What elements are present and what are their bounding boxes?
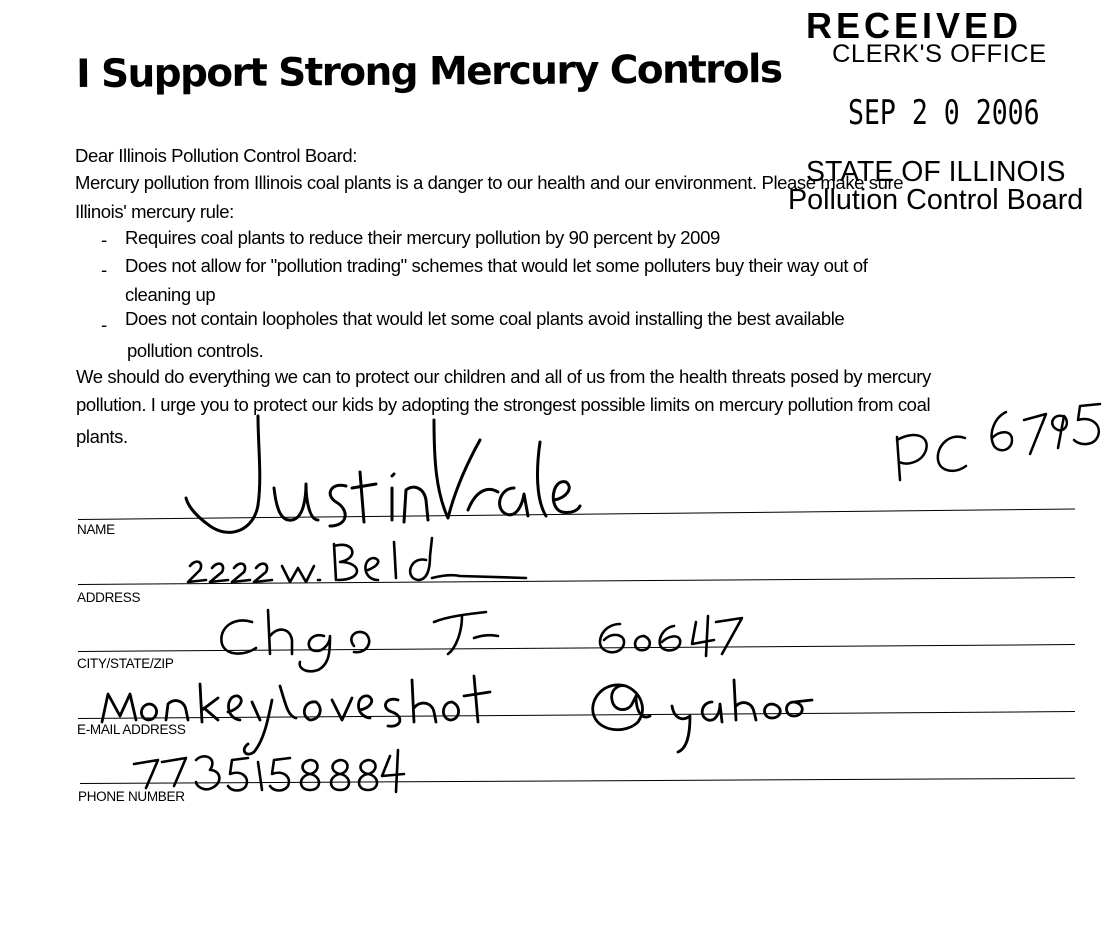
address-label: ADDRESS <box>77 590 141 605</box>
closing-line-1: We should do everything we can to protect our children and all of us from the health threats posed by mercury <box>76 366 931 387</box>
handwritten-phone <box>134 750 404 792</box>
bullet-dash-1: - <box>101 229 108 250</box>
closing-line-3: plants. <box>76 426 128 447</box>
bullet-2-line-1: Does not allow for "pollution trading" schemes that would let some polluters buy their way out of <box>125 255 868 276</box>
name-line <box>78 509 1075 520</box>
intro-line-1: Mercury pollution from Illinois coal plants is a danger to our health and our environment. Please make sure <box>75 172 904 193</box>
bullet-3-line-2: pollution controls. <box>127 340 264 361</box>
closing-line-2: pollution. I urge you to protect our kids by adopting the strongest possible limits on mercury pollution from coal <box>76 394 931 415</box>
stamp-state: STATE OF ILLINOIS <box>806 156 1066 188</box>
phone-line <box>80 778 1075 784</box>
handwritten-document-number <box>897 404 1100 480</box>
bullet-2-line-2: cleaning up <box>125 284 216 305</box>
city-state-zip-label: CITY/STATE/ZIP <box>77 656 174 671</box>
salutation: Dear Illinois Pollution Control Board: <box>75 145 357 166</box>
handwritten-address <box>188 538 526 582</box>
stamp-received: RECEIVED <box>806 5 1023 46</box>
intro-line-2: Illinois' mercury rule: <box>75 201 234 222</box>
email-line <box>78 711 1075 719</box>
phone-label: PHONE NUMBER <box>78 789 185 804</box>
letter-title: I Support Strong Mercury Controls <box>76 47 782 97</box>
email-label: E-MAIL ADDRESS <box>77 722 186 737</box>
stamp-date: SEP 2 0 2006 <box>848 93 1040 133</box>
stamp-board: Pollution Control Board <box>788 184 1084 216</box>
bullet-dash-3: - <box>101 314 108 335</box>
handwritten-city-state-zip <box>221 610 742 671</box>
stamp-clerks-office: CLERK'S OFFICE <box>832 40 1047 68</box>
address-line <box>78 577 1075 585</box>
bullet-3-line-1: Does not contain loopholes that would let some coal plants avoid installing the best available <box>125 308 845 329</box>
bullet-1-line-1: Requires coal plants to reduce their mercury pollution by 90 percent by 2009 <box>125 227 720 248</box>
city-state-zip-line <box>78 644 1075 652</box>
name-label: NAME <box>77 522 115 537</box>
bullet-dash-2: - <box>101 259 108 280</box>
